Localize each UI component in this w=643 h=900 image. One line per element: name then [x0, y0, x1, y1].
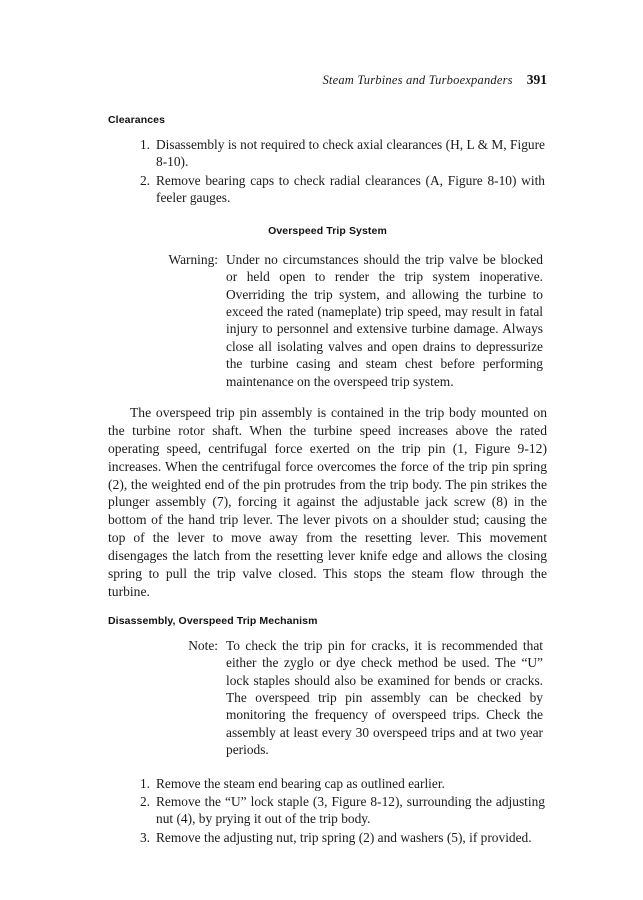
- running-head-title: Steam Turbines and Turboexpanders: [322, 73, 513, 87]
- overspeed-paragraph: The overspeed trip pin assembly is contained in the trip body mounted on the turbine rotor shaft. When the turbine speed increases above the rated operating speed, centrifugal force exerted on the trip pin (1, Figure 9-12) increases. When the centrifugal force overcomes the force of the trip pin spring (2), the weighted end of the pin protrudes from the trip body. The pin strikes the plunger assembly (7), forcing it against the adjustable jack screw (8) in the bottom of the hand trip lever. The lever pivots on a shoulder stud; causing the top of the lever to move away from the resetting lever. This movement disengages the latch from the resetting lever knife edge and allows the closing spring to pull the trip valve closed. This stops the steam flow through the turbine.: [108, 405, 547, 599]
- running-head: [108, 72, 547, 88]
- section-heading-clearances: Clearances: [108, 114, 166, 126]
- list-item-number: 1.: [139, 775, 150, 791]
- note-block: [164, 637, 547, 759]
- note-label: Note:: [188, 637, 218, 653]
- page-number: 391: [526, 72, 547, 87]
- list-item-text: Remove the steam end bearing cap as outlined earlier.: [156, 775, 445, 791]
- list-item-text: Disassembly is not required to check axial clearances (H, L & M, Figure 8-10).: [156, 137, 545, 170]
- list-item-number: 3.: [139, 829, 150, 845]
- section-heading-overspeed-trip-system: Overspeed Trip System: [268, 224, 387, 237]
- list-item: [130, 136, 545, 171]
- list-item-text: Remove the “U” lock staple (3, Figure 8-12), surrounding the adjusting nut (4), by prying it out of the trip body.: [156, 794, 545, 827]
- note-text: To check the trip pin for cracks, it is recommended that either the zyglo or dye check method be used. The “U” lock staples should also be examined for bends or cracks. The overspeed trip pin assembly can be checked by monitoring the frequency of overspeed trips. Check the assembly at least every 30 overspeed trips and at two year periods.: [226, 637, 543, 758]
- list-item: [130, 829, 545, 846]
- clearances-list: [130, 136, 545, 207]
- section-heading-disassembly: Disassembly, Overspeed Trip Mechanism: [108, 614, 318, 627]
- warning-block: [164, 251, 547, 390]
- list-item-number: 2.: [139, 794, 150, 810]
- list-item-number: 2.: [139, 172, 150, 188]
- list-item: [130, 172, 545, 207]
- list-item-number: 1.: [139, 137, 150, 152]
- warning-label: Warning:: [168, 251, 218, 267]
- list-item: [130, 775, 545, 792]
- list-item-text: Remove bearing caps to check radial clearances (A, Figure 8-10) with feeler gauges.: [156, 172, 545, 206]
- disassembly-list: [130, 775, 545, 847]
- list-item-text: Remove the adjusting nut, trip spring (2) and washers (5), if provided.: [156, 829, 532, 845]
- list-item: [130, 793, 545, 828]
- warning-text: Under no circumstances should the trip valve be blocked or held open to render the trip system inoperative. Overriding the trip system, and allowing the turbine to exceed the rated (nameplate) trip speed, may result in fatal injury to personnel and extensive turbine damage. Always close all isolating valves and open drains to depressurize the turbine casing and steam chest before performing maintenance on the overspeed trip system.: [226, 251, 543, 389]
